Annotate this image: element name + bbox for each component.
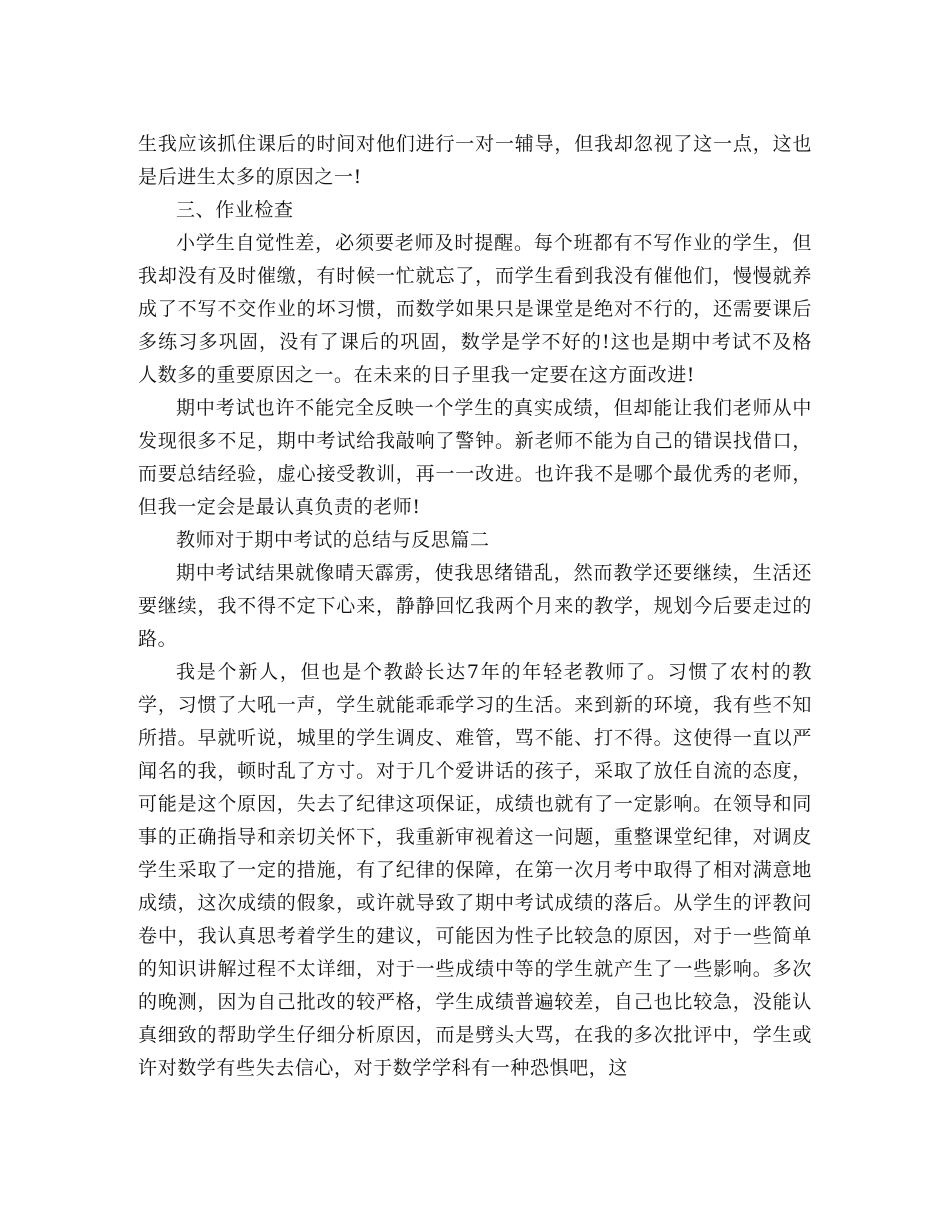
document-body — [138, 128, 812, 1085]
section-heading-homework-check: 三、作业检查 — [176, 199, 294, 221]
paragraph-homework: 小学生自觉性差，必须要老师及时提醒。每个班都有不写作业的学生，但我却没有及时催缴，有时候一忙就忘了，而学生看到我没有催他们，慢慢就养成了不写不交作业的坏习惯，而数学如果只是课堂是绝对不行的，还需要课后多练习多巩固，没有了课后的巩固，数学是学不好的!这也是期中考试不及格人数多的重要原因之一。在未来的日子里我一定要在这方面改进! — [138, 232, 812, 386]
paragraph-new-teacher: 我是个新人，但也是个教龄长达7年的年轻老教师了。习惯了农村的教学，习惯了大吼一声，学生就能乖乖学习的生活。来到新的环境，我有些不知所措。早就听说，城里的学生调皮、难管，骂不能、打不得。这使得一直以严闻名的我，顿时乱了方寸。对于几个爱讲话的孩子，采取了放任自流的态度，可能是这个原因，失去了纪律这项保证，成绩也就有了一定影响。在领导和同事的正确指导和亲切关怀下，我重新审视着这一问题，重整课堂纪律，对调皮学生采取了一定的措施，有了纪律的保障，在第一次月考中取得了相对满意地成绩，这次成绩的假象，或许就导致了期中考试成绩的落后。从学生的评教问卷中，我认真思考着学生的建议，可能因为性子比较急的原因，对于一些简单的知识讲解过程不太详细，对于一些成绩中等的学生就产生了一些影响。多次的晚测，因为自己批改的较严格，学生成绩普遍较差，自己也比较急，没能认真细致的帮助学生仔细分析原因，而是劈头大骂，在我的多次批评中，学生或许对数学有些失去信心，对于数学学科有一种恐惧吧，这 — [138, 661, 812, 1079]
paragraph-reflection: 期中考试也许不能完全反映一个学生的真实成绩，但却能让我们老师从中发现很多不足，期中考试给我敲响了警钟。新老师不能为自己的错误找借口，而要总结经验，虚心接受教训，再一一改进。也许我不是哪个最优秀的老师，但我一定会是最认真负责的老师! — [138, 397, 812, 518]
article-subtitle: 教师对于期中考试的总结与反思篇二 — [176, 529, 490, 551]
paragraph-continuation: 生我应该抓住课后的时间对他们进行一对一辅导，但我却忽视了这一点，这也是后进生太多的原因之一! — [138, 133, 812, 188]
paragraph-exam-result: 期中考试结果就像晴天霹雳，使我思绪错乱，然而教学还要继续，生活还要继续，我不得不定下心来，静静回忆我两个月来的教学，规划今后要走过的路。 — [138, 562, 812, 650]
